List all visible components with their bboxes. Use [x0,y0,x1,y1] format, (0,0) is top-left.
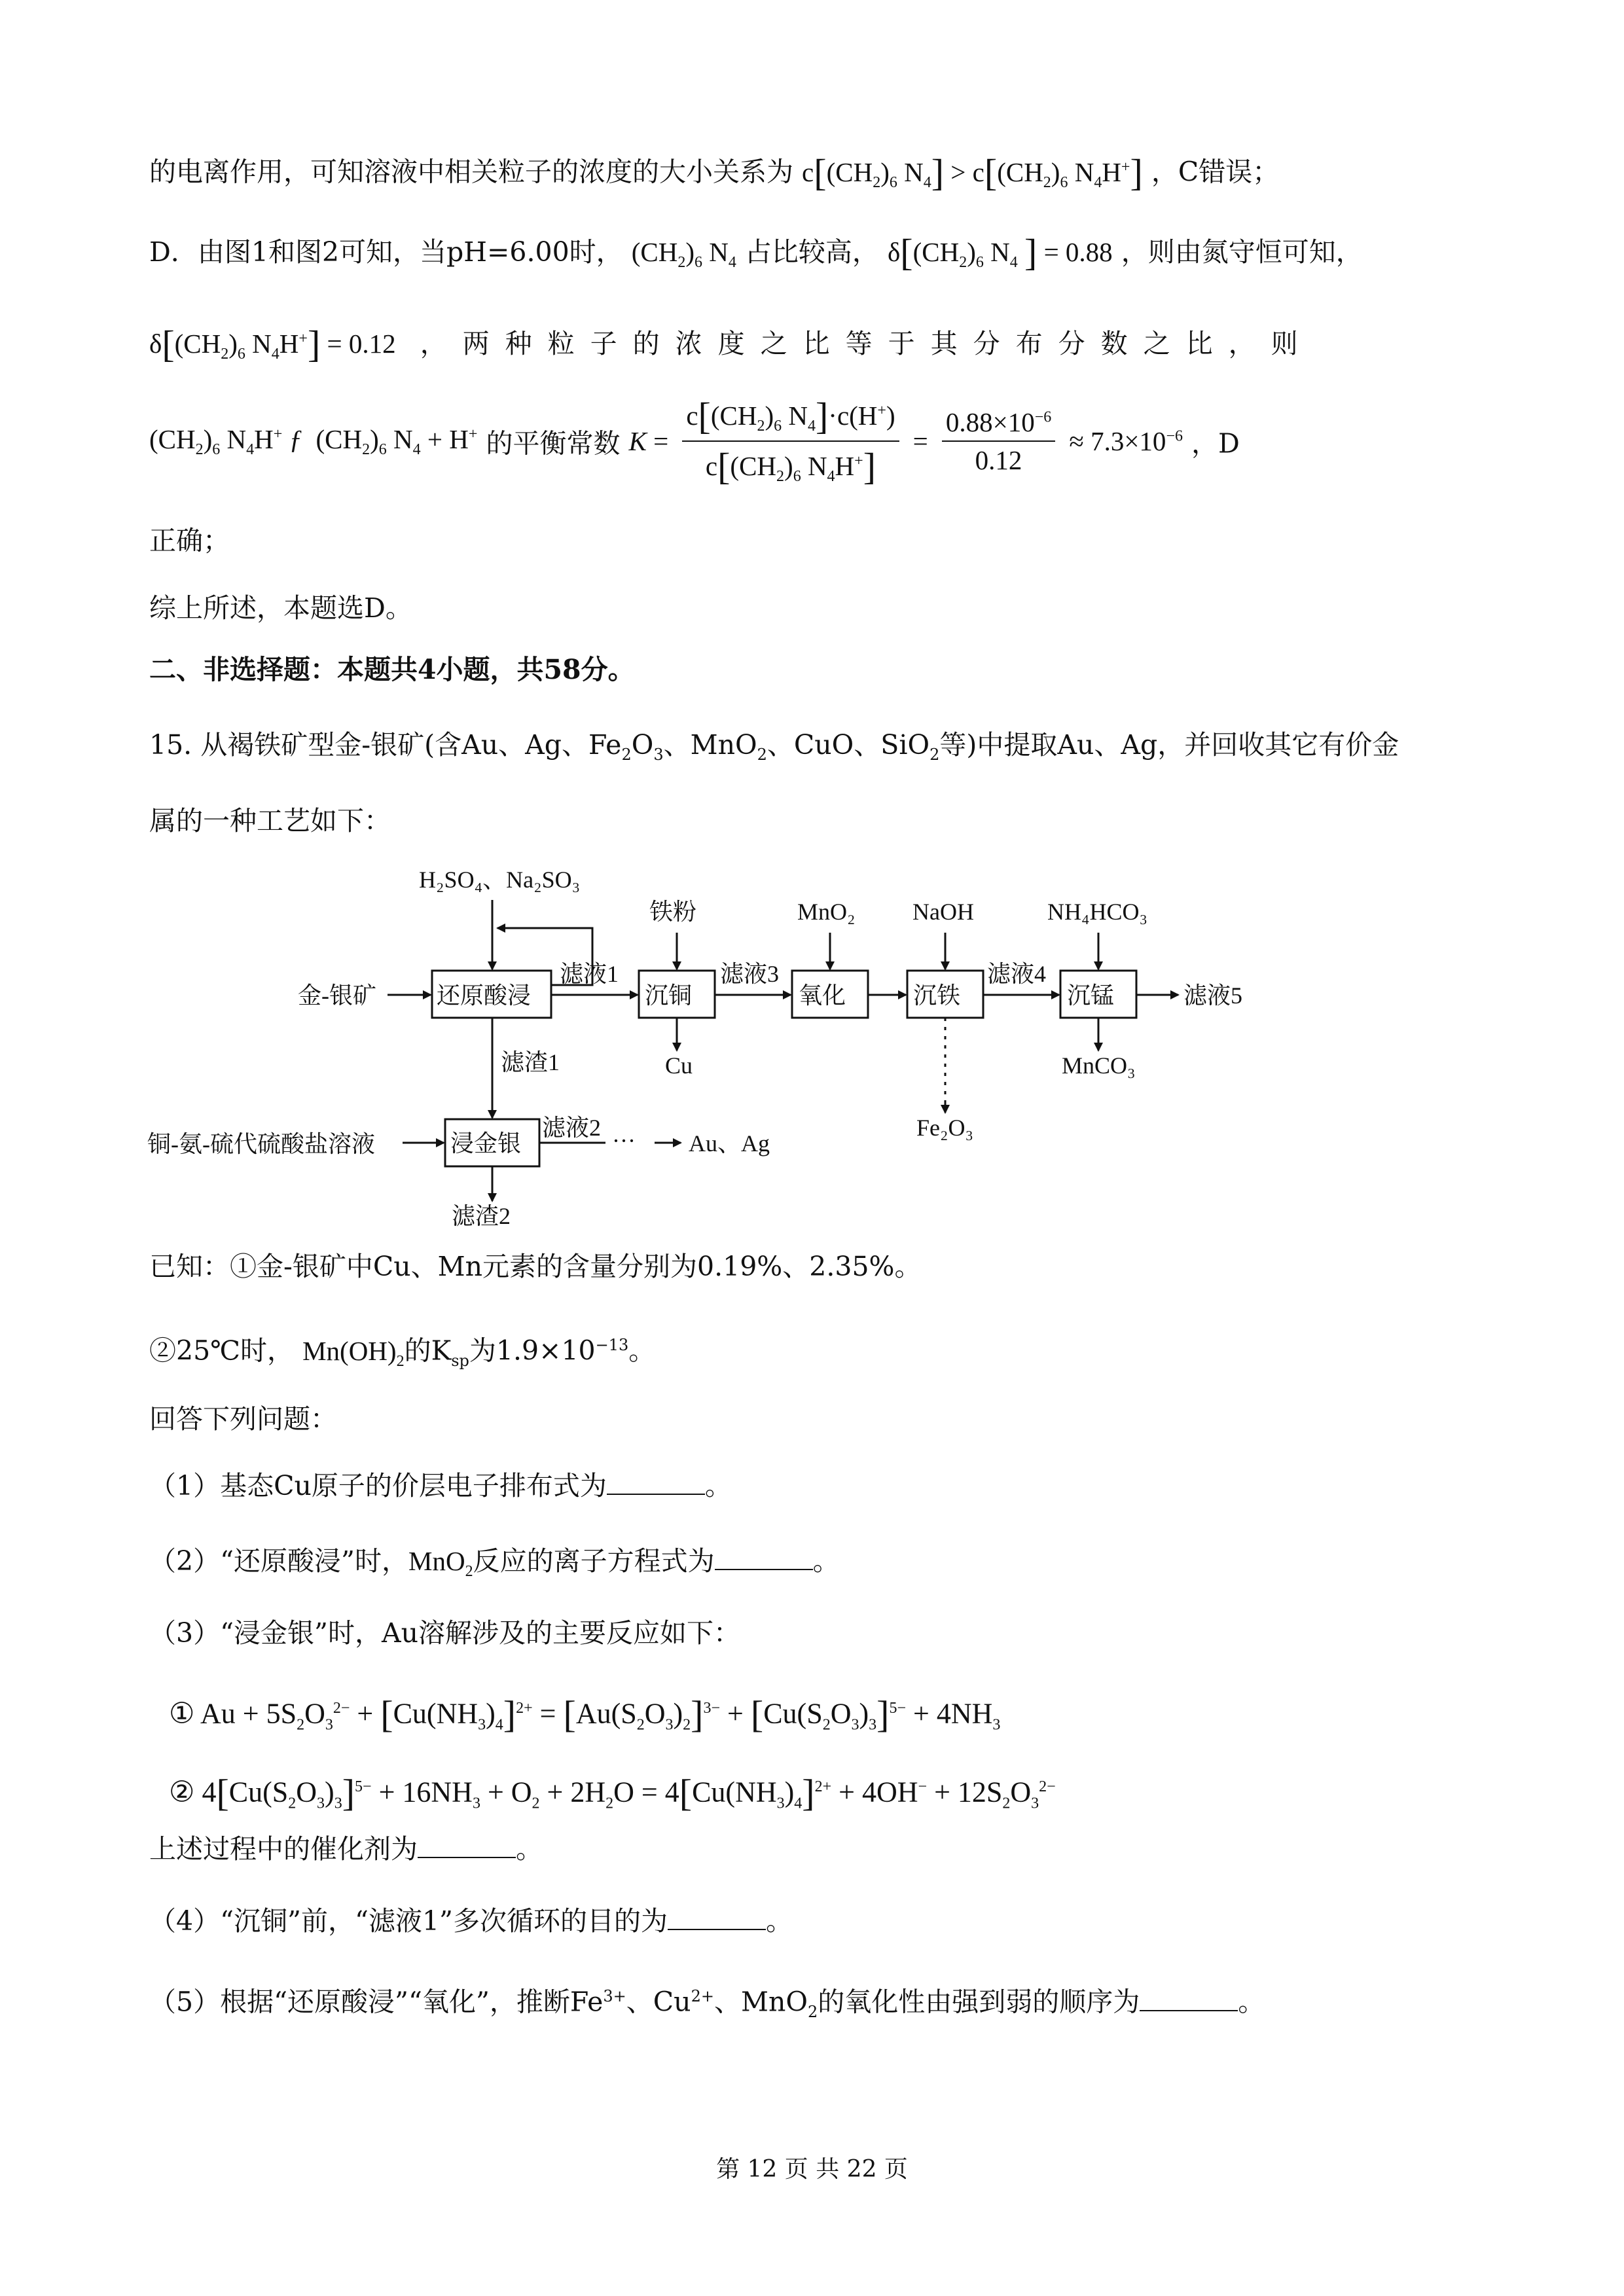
question-1: （1）基态Cu原子的价层电子排布式为 。 [149,1470,732,1501]
label-leach-solution: 铜-氨-硫代硫酸盐溶液 [147,1131,375,1157]
question-5: （5）根据“还原酸浸”“氧化”，推断$Fe^{3+}$、$Cu^{2+}$、MnO$_2$的氧化性由强到弱的顺序为 。 [149,1986,1265,2021]
label-filtrate3: 滤液3 [720,961,780,987]
text: D．由图1和图2可知，当pH=6.00时， [149,236,623,268]
text: ，两种粒子的浓度之比等于其分布分数之比，则 [420,327,1314,359]
answer-line-2 [149,232,1363,282]
label-mnco3: MnCO₃ [1062,1052,1136,1079]
label-cu: Cu [665,1052,693,1079]
reaction-2: ② $4[Cu(S_2O_3)_3]^{5-} + 16NH_3 + O_2 + 2H_2O = 4[Cu(NH_3)_4]^{2+} + 4OH^- + 12S_2O_3^{2-}$ [169,1771,1056,1814]
question-4: （4）“沉铜”前，“滤液1”多次循环的目的为 。 [149,1905,793,1937]
reaction-1: ① $Au + 5S_2O_3^{2-} + [Cu(NH_3)_4]^{2+} = [Au(S_2O_3)_2]^{3-} + [Cu(S_2O_3)_3]^{5-} + 4NH_3$ [169,1693,1001,1736]
label-fe2o3: Fe₂O₃ [916,1115,974,1141]
label-naoh: NaOH [912,899,974,925]
question-15-line-1: 15. 从褐铁矿型金-银矿(含Au、Ag、$Fe_2O_3$、MnO$_2$、CuO、SiO$_2$等)中提取Au、Ag，并回收其它有价金 [149,729,1399,764]
text: ，D [1191,427,1240,459]
text: 的电离作用，可知溶液中相关粒子的浓度的大小关系为 [149,156,793,188]
question-3: （3）“浸金银”时，Au溶解涉及的主要反应如下： [149,1617,741,1649]
concentration-inequality: $c[(CH_2)_6$ $N_4] > c[(CH_2)_6$ $N_4H^+$] [802,151,1143,194]
label-ore: 金-银矿 [298,982,376,1009]
K-fraction: $\frac{c[(CH_2)_6 N_4]\cdot c(H^+)}{c[(CH_2)_6 N_4H^+]}$ [682,394,899,488]
label-residue1: 滤渣1 [501,1049,560,1075]
box-label: 沉铁 [913,982,961,1009]
question-15-line-2: 属的一种工艺如下： [149,805,391,836]
answer-blank[interactable] [607,1469,705,1495]
label-filtrate4: 滤液4 [987,961,1047,987]
ellipsis: ··· [612,1128,636,1154]
known-2: ②25℃时， $Mn(OH)_2$的$K_{sp}$为$1.9\times 10^{-13}$。 [149,1335,656,1370]
K-value-fraction: $\frac{0.88\times 10^{-6}}{0.12}$ [942,406,1055,476]
answer-line-5: 正确； [149,525,230,556]
answer-blank[interactable] [418,1832,516,1858]
box-label: 氧化 [799,982,846,1009]
section-heading: 二、非选择题：本题共4小题，共58分。 [149,654,635,685]
label-mno2: MnO₂ [797,899,856,925]
text: 占比较高， [744,236,879,268]
box-label: 沉铜 [645,982,693,1009]
K-symbol: K = [628,426,669,456]
answer-line-6: 综上所述，本题选D。 [149,592,412,624]
distribution-fraction: $\delta[(CH_2)_6$ $N_4$ ] = 0.88 [887,231,1113,274]
question-2: （2）“还原酸浸”时，MnO$_2$反应的离子方程式为 。 [149,1545,840,1581]
formula-hexamine: $(CH_2)_6$ $N_4$ [631,237,736,272]
box-label: 沉锰 [1067,982,1115,1009]
label-iron-powder: 铁粉 [649,899,697,925]
distribution-fraction: $\delta[(CH_2)_6$ $N_4H^+] = 0.12$ [149,322,396,365]
label-residue2: 滤渣2 [452,1203,511,1229]
label-filtrate1: 滤液1 [560,961,619,987]
K-result: ≈ $7.3\times 10^{-6}$ [1069,426,1183,456]
process-flowchart [0,851,1624,1244]
equilibrium-reaction: $(CH_2)_6$ $N_4H^+$ ƒ $(CH_2)_6$ $N_4 + H^+$ [149,423,478,459]
answer-blank[interactable] [668,1904,766,1930]
label-au-ag: Au、Ag [689,1130,770,1157]
catalyst-question: 上述过程中的催化剂为 。 [149,1833,543,1865]
label-filtrate5: 滤液5 [1183,982,1243,1009]
answer-line-3 [149,319,1314,374]
answer-prompt: 回答下列问题： [149,1403,337,1435]
text: ，C错误； [1151,156,1280,188]
answer-blank[interactable] [715,1544,813,1570]
known-1: 已知：①金-银矿中Cu、Mn元素的含量分别为0.19%、2.35%。 [149,1251,922,1282]
box-label: 还原酸浸 [437,982,532,1009]
label-nh4hco3: NH₄HCO₃ [1047,899,1148,925]
text: 的平衡常数 [486,427,621,459]
text: ，则由氮守恒可知， [1121,236,1363,268]
box-label: 浸金银 [450,1130,522,1157]
answer-line-1 [149,147,1279,202]
answer-line-4: $(CH_2)_6$ $N_4H^+$ ƒ $(CH_2)_6$ $N_4 + H^+$ 的平衡常数 K = $\frac{c[(CH_2)_6 N_4]\cdot c(H^+)}{c[(CH_2)_6 N_4H^+]}$ = $\frac{0.88\times 10^{-6}}{0.12}$ ≈ $7.3\times 10^{-6}$ ，D [149,395,1240,488]
answer-blank[interactable] [1140,1985,1238,2011]
page-footer: 第 12 页 共 22 页 [716,2156,908,2183]
label-filtrate2: 滤液2 [542,1115,602,1141]
reagent-h2so4-na2so3: H₂SO₄、Na₂SO₃ [419,867,581,893]
